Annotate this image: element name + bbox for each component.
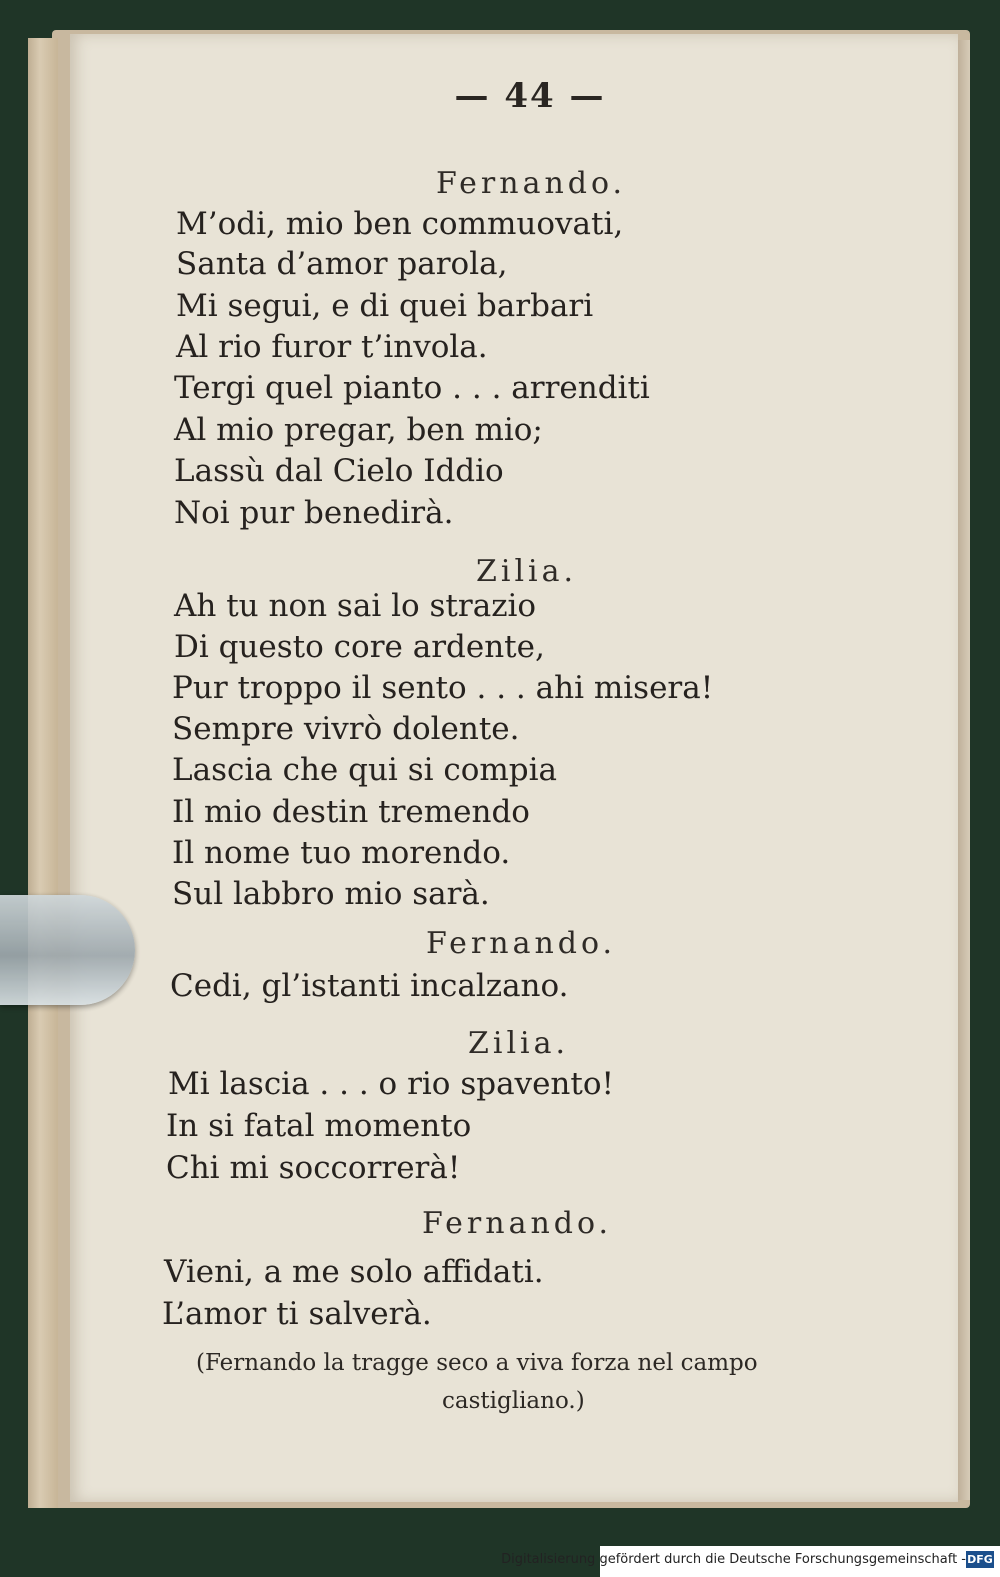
verse-line: Santa d’amor parola, <box>176 246 508 282</box>
speaker-name: Zilia. <box>476 554 578 589</box>
verse-line: Di questo core ardente, <box>174 629 545 665</box>
speaker-name: Fernando. <box>426 926 617 961</box>
verse-line: Cedi, gl’istanti incalzano. <box>170 968 569 1004</box>
verse-line: Il nome tuo morendo. <box>172 835 511 871</box>
verse-line: Mi lascia . . . o rio spavento! <box>168 1066 614 1102</box>
page-clip <box>0 895 135 1005</box>
verse-line: Sempre vivrò dolente. <box>172 711 520 747</box>
verse-line: Mi segui, e di quei barbari <box>176 288 594 324</box>
stage-direction-line: (Fernando la tragge seco a viva forza nel campo <box>196 1350 758 1376</box>
verse-line: Chi mi soccorrerà! <box>166 1150 461 1186</box>
verse-line: Al mio pregar, ben mio; <box>174 412 543 448</box>
funding-credit: Digitalisierung gefördert durch die Deutsche Forschungsgemeinschaft - <box>501 1552 966 1567</box>
verse-line: Lassù dal Cielo Iddio <box>174 453 504 489</box>
verse-line: M’odi, mio ben commuovati, <box>176 206 624 242</box>
speaker-name: Fernando. <box>436 166 627 201</box>
page-edges-right <box>958 40 970 1500</box>
verse-line: Tergi quel pianto . . . arrenditi <box>174 370 650 406</box>
page-number: — 44 — <box>454 76 606 116</box>
verse-line: Lascia che qui si compia <box>172 752 558 788</box>
speaker-name: Zilia. <box>468 1026 570 1061</box>
dfg-logo: DFG <box>967 1553 993 1566</box>
verse-line: In si fatal momento <box>166 1108 472 1144</box>
verse-line: Noi pur benedirà. <box>174 495 454 531</box>
stage-direction-line: castigliano.) <box>442 1388 585 1414</box>
verse-line: Il mio destin tremendo <box>172 794 530 830</box>
verse-line: Ah tu non sai lo strazio <box>174 588 537 624</box>
page-edges-left <box>28 38 58 1508</box>
verse-line: Sul labbro mio sarà. <box>172 876 490 912</box>
verse-line: Pur troppo il sento . . . ahi misera! <box>172 670 714 706</box>
verse-line: L’amor ti salverà. <box>162 1296 432 1332</box>
verse-line: Al rio furor t’invola. <box>176 329 488 365</box>
speaker-name: Fernando. <box>422 1206 613 1241</box>
verse-line: Vieni, a me solo affidati. <box>164 1254 544 1290</box>
